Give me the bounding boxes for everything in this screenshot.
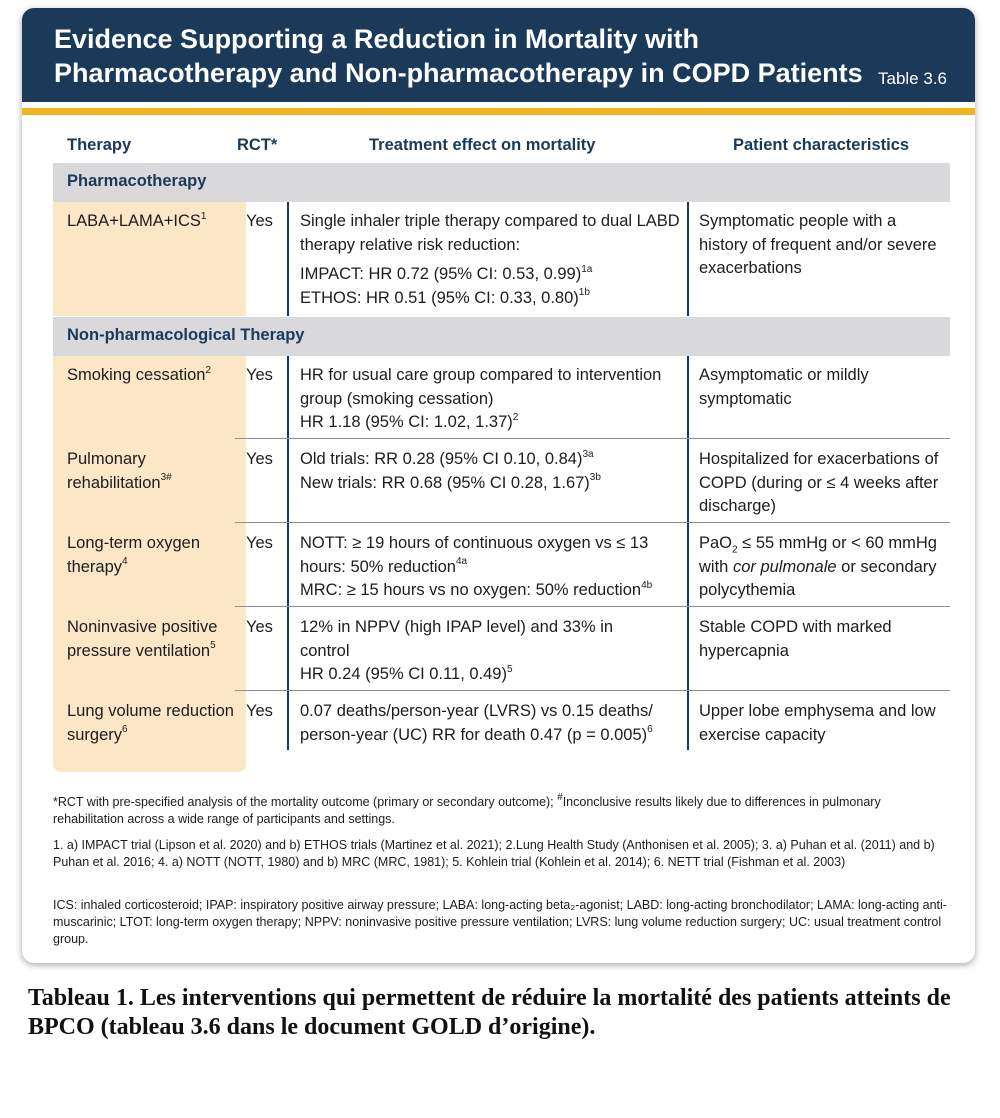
row-divider — [235, 690, 950, 691]
row-patient: Upper lobe emphysema and low exercise capacity — [699, 702, 936, 744]
row-effect: 12% in NPPV (high IPAP level) and 33% in control HR 0.24 (95% CI 0.11, 0.49)$^5$ — [300, 618, 614, 683]
row-rct: Yes — [246, 450, 273, 468]
column-header-patient: Patient characteristics — [733, 136, 910, 154]
accent-bar — [22, 108, 975, 115]
footnote-rct: *RCT with pre-specified analysis of the mortality outcome (primary or secondary outcome); #Inconclusive results likely due to differences in pulmonary rehabilitation across a wide range of participants and settings. — [53, 791, 881, 826]
row-therapy: Long-term oxygen therapy$^4$ — [67, 534, 200, 576]
row-rct: Yes — [246, 534, 273, 552]
row-divider — [235, 522, 950, 523]
column-header-rct: RCT* — [237, 136, 278, 154]
row-patient: PaO$_2$ ≤ 55 mmHg or < 60 mmHg with cor pulmonale or secondary polycythemia — [699, 534, 937, 599]
row-rct: Yes — [246, 702, 273, 720]
row-patient: Hospitalized for exacerbations of COPD (during or ≤ 4 weeks after discharge) — [699, 450, 939, 515]
section-label: Non-pharmacological Therapy — [67, 326, 305, 344]
row-divider — [235, 438, 950, 439]
row-therapy: Noninvasive positive pressure ventilation$^5$ — [67, 618, 218, 660]
row-therapy: $LABA+LAMA+ICS^1$ — [67, 210, 207, 230]
row-rct: Yes — [246, 366, 273, 384]
row-therapy: Pulmonary rehabilitation$^{3\#}$ — [67, 450, 172, 492]
row-rct: Yes — [246, 212, 273, 230]
row-patient: Symptomatic people with a history of frequent and/or severe exacerbations — [699, 212, 937, 277]
row-divider — [235, 606, 950, 607]
table-header — [22, 8, 975, 102]
section-pharmacotherapy — [53, 163, 950, 202]
column-header-therapy: Therapy — [67, 136, 132, 154]
table-title: Evidence Supporting a Reduction in Mortality with Pharmacotherapy and Non-pharmacotherapy in COPD Patients — [54, 24, 863, 88]
row-effect: HR for usual care group compared to intervention group (smoking cessation) HR 1.18 (95% CI: 1.02, 1.37)$^2$ — [300, 366, 662, 431]
table-card — [22, 8, 975, 963]
section-label: Pharmacotherapy — [67, 172, 207, 190]
row-effect: Old trials: RR 0.28 (95% CI 0.10, 0.84)$^{3a}$ New trials: RR 0.68 (95% CI 0.28, 1.67)$^{3b}$ — [300, 448, 601, 492]
row-patient: Asymptomatic or mildly symptomatic — [699, 366, 869, 408]
row-rct: Yes — [246, 618, 273, 636]
row-effect: NOTT: ≥ 19 hours of continuous oxygen vs ≤ 13 hours: 50% reduction$^{4a}$ MRC: ≥ 15 hours vs no oxygen: 50% reduction$^{4b}$ — [300, 534, 653, 599]
footnote-abbreviations: ICS: inhaled corticosteroid; IPAP: inspiratory positive airway pressure; LABA: long-acting beta₂-agonist; LABD: long-acting bronchodilator; LAMA: long-acting anti-muscarinic; LTOT: long-term oxygen therapy; NPPV: noninvasive positive pressure ventilation; LVRS: lung volume reduction surgery; UC: usual treatment control group. — [53, 898, 947, 946]
footnote-references: 1. a) IMPACT trial (Lipson et al. 2020) and b) ETHOS trials (Martinez et al. 2021); 2.Lung Health Study (Anthonisen et al. 2005); 3. a) Puhan et al. (2011) and b) Puhan et al. 2016; 4. a) NOTT (NOTT, 1980) and b) MRC (MRC, 1981); 5. Kohlein trial (Kohlein et al. 2014); 6. NETT trial (Fishman et al. 2003) — [53, 838, 935, 869]
row-therapy: Smoking cessation$^2$ — [67, 364, 212, 384]
section-non-pharmacological — [53, 317, 950, 356]
figure-caption: Tableau 1. Les interventions qui permettent de réduire la mortalité des patients atteints de BPCO (tableau 3.6 dans le document GOLD d’origine). — [28, 985, 951, 1040]
row-patient: Stable COPD with marked hypercapnia — [699, 618, 892, 660]
row-effect: Single inhaler triple therapy compared to dual LABD therapy relative risk reduction: IMPACT: HR 0.72 (95% CI: 0.53, 0.99)$^{1a}$ ETHOS: HR 0.51 (95% CI: 0.33, 0.80)$^{1b}$ — [300, 212, 680, 307]
row-therapy: Lung volume reduction surgery$^6$ — [67, 702, 234, 744]
column-divider — [687, 202, 689, 316]
row-effect: 0.07 deaths/person-year (LVRS) vs 0.15 deaths/ person-year (UC) RR for death 0.47 (p = 0.005)$^6$ — [300, 702, 653, 744]
column-header-effect: Treatment effect on mortality — [369, 136, 596, 154]
column-divider — [287, 202, 289, 316]
table-number: Table 3.6 — [878, 69, 947, 88]
